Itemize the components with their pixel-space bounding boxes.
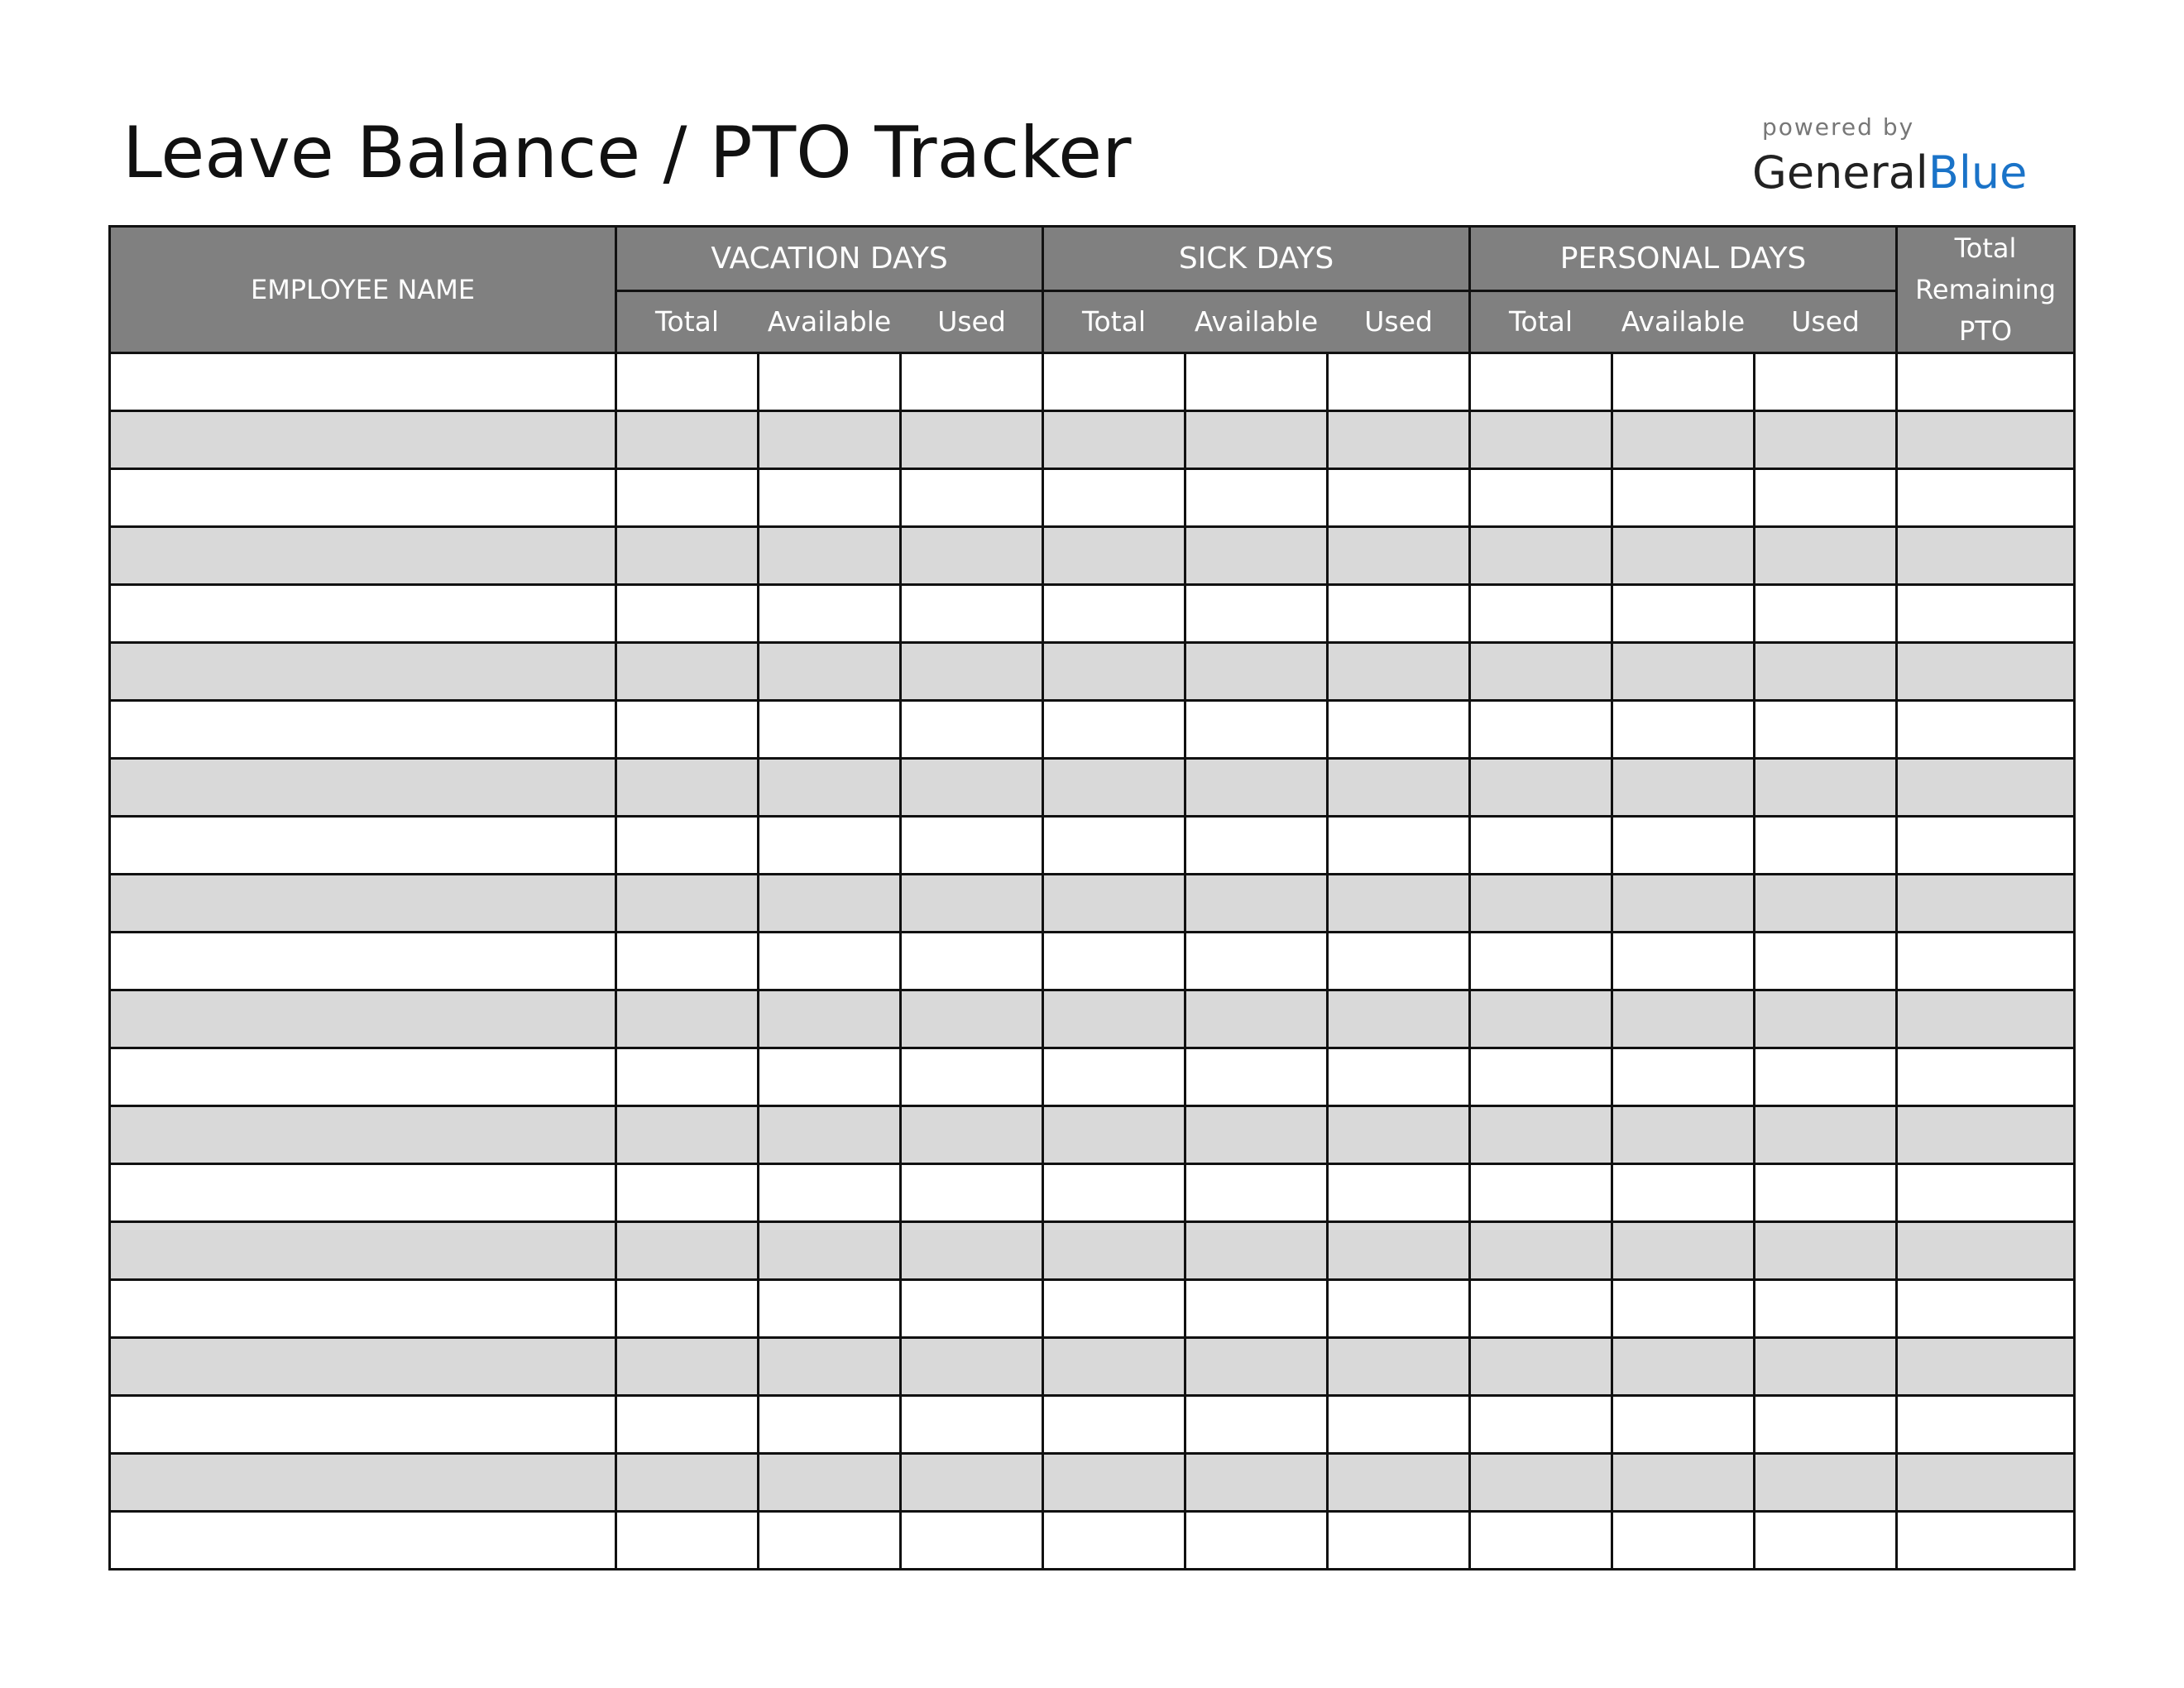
personal-available-cell[interactable] bbox=[1612, 469, 1755, 527]
vacation-available-cell[interactable] bbox=[759, 643, 901, 701]
table-row bbox=[110, 1280, 2075, 1338]
personal-available-cell[interactable] bbox=[1612, 990, 1755, 1048]
personal-total-cell[interactable] bbox=[1470, 469, 1612, 527]
personal-total-cell[interactable] bbox=[1470, 990, 1612, 1048]
sick-used-cell[interactable] bbox=[1328, 469, 1470, 527]
sick-available-cell[interactable] bbox=[1185, 933, 1328, 990]
employee-name-cell[interactable] bbox=[110, 817, 616, 875]
personal-available-cell[interactable] bbox=[1612, 527, 1755, 585]
sick-used-cell[interactable] bbox=[1328, 817, 1470, 875]
personal-available-cell[interactable] bbox=[1612, 933, 1755, 990]
table-row bbox=[110, 933, 2075, 990]
total-remaining-pto-cell[interactable] bbox=[1897, 411, 2075, 469]
vacation-available-cell[interactable] bbox=[759, 585, 901, 643]
table-row bbox=[110, 1106, 2075, 1164]
personal-used-cell[interactable] bbox=[1755, 469, 1897, 527]
employee-name-cell[interactable] bbox=[110, 759, 616, 817]
total-pto-line-3: PTO bbox=[1959, 315, 2013, 347]
table-row bbox=[110, 875, 2075, 933]
sick-used-cell[interactable] bbox=[1328, 1454, 1470, 1512]
vacation-total-cell[interactable] bbox=[616, 990, 759, 1048]
vacation-used-cell[interactable] bbox=[901, 1338, 1043, 1396]
personal-total-cell[interactable] bbox=[1470, 1280, 1612, 1338]
sick-total-cell[interactable] bbox=[1043, 759, 1185, 817]
sick-available-cell[interactable] bbox=[1185, 1338, 1328, 1396]
personal-total-cell[interactable] bbox=[1470, 1396, 1612, 1454]
personal-used-cell[interactable] bbox=[1755, 643, 1897, 701]
total-remaining-pto-cell[interactable] bbox=[1897, 875, 2075, 933]
sick-total-cell[interactable] bbox=[1043, 1338, 1185, 1396]
sick-total-cell[interactable] bbox=[1043, 817, 1185, 875]
sick-available-cell[interactable] bbox=[1185, 701, 1328, 759]
vacation-used-header: Used bbox=[901, 290, 1043, 352]
sick-total-cell[interactable] bbox=[1043, 1164, 1185, 1222]
personal-used-cell[interactable] bbox=[1755, 759, 1897, 817]
table-row bbox=[110, 527, 2075, 585]
vacation-total-cell[interactable] bbox=[616, 1280, 759, 1338]
vacation-available-cell[interactable] bbox=[759, 1338, 901, 1396]
table-row bbox=[110, 1512, 2075, 1570]
vacation-total-header: Total bbox=[616, 290, 759, 352]
vacation-total-cell[interactable] bbox=[616, 1396, 759, 1454]
sick-used-cell[interactable] bbox=[1328, 1048, 1470, 1106]
total-remaining-pto-cell[interactable] bbox=[1897, 1222, 2075, 1280]
sick-total-cell[interactable] bbox=[1043, 469, 1185, 527]
personal-total-cell[interactable] bbox=[1470, 1106, 1612, 1164]
vacation-total-cell[interactable] bbox=[616, 759, 759, 817]
logo-text-blue: Blue bbox=[1928, 146, 2028, 199]
employee-name-cell[interactable] bbox=[110, 469, 616, 527]
generalblue-logo bbox=[1752, 146, 2028, 199]
vacation-total-cell[interactable] bbox=[616, 469, 759, 527]
sick-available-cell[interactable] bbox=[1185, 817, 1328, 875]
vacation-used-cell[interactable] bbox=[901, 411, 1043, 469]
powered-by-text: powered by bbox=[1762, 113, 1915, 141]
personal-available-header: Available bbox=[1612, 290, 1755, 352]
sick-used-cell[interactable] bbox=[1328, 1164, 1470, 1222]
employee-name-cell[interactable] bbox=[110, 1164, 616, 1222]
table-row bbox=[110, 1048, 2075, 1106]
vacation-available-cell[interactable] bbox=[759, 527, 901, 585]
sick-available-cell[interactable] bbox=[1185, 1164, 1328, 1222]
total-pto-line-1: Total bbox=[1954, 233, 2017, 264]
sick-available-cell[interactable] bbox=[1185, 469, 1328, 527]
personal-available-cell[interactable] bbox=[1612, 1280, 1755, 1338]
personal-used-cell[interactable] bbox=[1755, 527, 1897, 585]
personal-available-cell[interactable] bbox=[1612, 353, 1755, 411]
sick-total-cell[interactable] bbox=[1043, 990, 1185, 1048]
personal-total-cell[interactable] bbox=[1470, 643, 1612, 701]
total-remaining-pto-cell[interactable] bbox=[1897, 1454, 2075, 1512]
personal-available-cell[interactable] bbox=[1612, 1222, 1755, 1280]
total-remaining-pto-cell[interactable] bbox=[1897, 990, 2075, 1048]
vacation-total-cell[interactable] bbox=[616, 527, 759, 585]
sick-available-cell[interactable] bbox=[1185, 1222, 1328, 1280]
vacation-available-cell[interactable] bbox=[759, 1048, 901, 1106]
personal-available-cell[interactable] bbox=[1612, 701, 1755, 759]
sick-used-cell[interactable] bbox=[1328, 353, 1470, 411]
sick-available-cell[interactable] bbox=[1185, 353, 1328, 411]
vacation-available-header: Available bbox=[759, 290, 901, 352]
table-row bbox=[110, 411, 2075, 469]
vacation-total-cell[interactable] bbox=[616, 643, 759, 701]
vacation-total-cell[interactable] bbox=[616, 933, 759, 990]
employee-name-cell[interactable] bbox=[110, 353, 616, 411]
vacation-used-cell[interactable] bbox=[901, 1106, 1043, 1164]
vacation-used-cell[interactable] bbox=[901, 1454, 1043, 1512]
sick-total-cell[interactable] bbox=[1043, 353, 1185, 411]
sick-used-cell[interactable] bbox=[1328, 643, 1470, 701]
personal-total-cell[interactable] bbox=[1470, 933, 1612, 990]
personal-total-cell[interactable] bbox=[1470, 1512, 1612, 1570]
personal-available-cell[interactable] bbox=[1612, 1048, 1755, 1106]
total-remaining-pto-cell[interactable] bbox=[1897, 1106, 2075, 1164]
personal-available-cell[interactable] bbox=[1612, 585, 1755, 643]
personal-used-cell[interactable] bbox=[1755, 1106, 1897, 1164]
vacation-days-header: VACATION DAYS bbox=[616, 227, 1043, 291]
sick-available-cell[interactable] bbox=[1185, 643, 1328, 701]
vacation-available-cell[interactable] bbox=[759, 411, 901, 469]
personal-days-header: PERSONAL DAYS bbox=[1470, 227, 1897, 291]
personal-used-cell[interactable] bbox=[1755, 1222, 1897, 1280]
personal-available-cell[interactable] bbox=[1612, 1106, 1755, 1164]
vacation-total-cell[interactable] bbox=[616, 1106, 759, 1164]
sick-total-cell[interactable] bbox=[1043, 1512, 1185, 1570]
sick-used-cell[interactable] bbox=[1328, 1338, 1470, 1396]
sick-available-header: Available bbox=[1185, 290, 1328, 352]
total-remaining-pto-cell[interactable] bbox=[1897, 817, 2075, 875]
sick-total-cell[interactable] bbox=[1043, 1106, 1185, 1164]
personal-used-cell[interactable] bbox=[1755, 1164, 1897, 1222]
personal-total-cell[interactable] bbox=[1470, 759, 1612, 817]
vacation-total-cell[interactable] bbox=[616, 1048, 759, 1106]
total-remaining-pto-cell[interactable] bbox=[1897, 527, 2075, 585]
sick-total-header: Total bbox=[1043, 290, 1185, 352]
employee-name-cell[interactable] bbox=[110, 1106, 616, 1164]
logo-text-general: General bbox=[1752, 146, 1928, 199]
table-row bbox=[110, 817, 2075, 875]
sick-available-cell[interactable] bbox=[1185, 1280, 1328, 1338]
personal-used-cell[interactable] bbox=[1755, 990, 1897, 1048]
sick-total-cell[interactable] bbox=[1043, 875, 1185, 933]
table-row bbox=[110, 469, 2075, 527]
vacation-total-cell[interactable] bbox=[616, 411, 759, 469]
total-remaining-pto-cell[interactable] bbox=[1897, 643, 2075, 701]
vacation-total-cell[interactable] bbox=[616, 585, 759, 643]
sick-used-cell[interactable] bbox=[1328, 1106, 1470, 1164]
personal-total-cell[interactable] bbox=[1470, 585, 1612, 643]
vacation-available-cell[interactable] bbox=[759, 990, 901, 1048]
sick-used-cell[interactable] bbox=[1328, 1280, 1470, 1338]
sick-used-cell[interactable] bbox=[1328, 759, 1470, 817]
tracker-body bbox=[110, 353, 2075, 1570]
personal-available-cell[interactable] bbox=[1612, 1396, 1755, 1454]
vacation-available-cell[interactable] bbox=[759, 1222, 901, 1280]
sick-available-cell[interactable] bbox=[1185, 990, 1328, 1048]
vacation-available-cell[interactable] bbox=[759, 1396, 901, 1454]
vacation-used-cell[interactable] bbox=[901, 933, 1043, 990]
sick-total-cell[interactable] bbox=[1043, 1048, 1185, 1106]
vacation-used-cell[interactable] bbox=[901, 469, 1043, 527]
vacation-available-cell[interactable] bbox=[759, 933, 901, 990]
personal-used-cell[interactable] bbox=[1755, 1048, 1897, 1106]
personal-used-cell[interactable] bbox=[1755, 1280, 1897, 1338]
personal-available-cell[interactable] bbox=[1612, 411, 1755, 469]
sick-available-cell[interactable] bbox=[1185, 1454, 1328, 1512]
sick-used-cell[interactable] bbox=[1328, 1222, 1470, 1280]
personal-available-cell[interactable] bbox=[1612, 759, 1755, 817]
personal-total-cell[interactable] bbox=[1470, 1048, 1612, 1106]
sick-used-cell[interactable] bbox=[1328, 990, 1470, 1048]
employee-name-cell[interactable] bbox=[110, 643, 616, 701]
total-remaining-pto-header bbox=[1897, 227, 2075, 353]
employee-name-cell[interactable] bbox=[110, 1048, 616, 1106]
sick-available-cell[interactable] bbox=[1185, 1512, 1328, 1570]
total-remaining-pto-cell[interactable] bbox=[1897, 353, 2075, 411]
vacation-available-cell[interactable] bbox=[759, 1280, 901, 1338]
sick-available-cell[interactable] bbox=[1185, 759, 1328, 817]
personal-total-cell[interactable] bbox=[1470, 875, 1612, 933]
personal-used-cell[interactable] bbox=[1755, 1454, 1897, 1512]
sick-days-header: SICK DAYS bbox=[1043, 227, 1470, 291]
sick-available-cell[interactable] bbox=[1185, 1106, 1328, 1164]
sick-total-cell[interactable] bbox=[1043, 411, 1185, 469]
sick-available-cell[interactable] bbox=[1185, 1396, 1328, 1454]
table-row bbox=[110, 585, 2075, 643]
personal-used-cell[interactable] bbox=[1755, 875, 1897, 933]
personal-available-cell[interactable] bbox=[1612, 1338, 1755, 1396]
total-remaining-pto-cell[interactable] bbox=[1897, 585, 2075, 643]
table-row bbox=[110, 1164, 2075, 1222]
personal-used-cell[interactable] bbox=[1755, 1338, 1897, 1396]
personal-used-cell[interactable] bbox=[1755, 817, 1897, 875]
personal-total-cell[interactable] bbox=[1470, 411, 1612, 469]
vacation-available-cell[interactable] bbox=[759, 1106, 901, 1164]
vacation-total-cell[interactable] bbox=[616, 701, 759, 759]
sick-available-cell[interactable] bbox=[1185, 1048, 1328, 1106]
sick-used-cell[interactable] bbox=[1328, 411, 1470, 469]
sick-used-cell[interactable] bbox=[1328, 875, 1470, 933]
sick-total-cell[interactable] bbox=[1043, 585, 1185, 643]
vacation-total-cell[interactable] bbox=[616, 353, 759, 411]
vacation-used-cell[interactable] bbox=[901, 990, 1043, 1048]
vacation-used-cell[interactable] bbox=[901, 527, 1043, 585]
vacation-available-cell[interactable] bbox=[759, 701, 901, 759]
vacation-total-cell[interactable] bbox=[616, 1164, 759, 1222]
sick-total-cell[interactable] bbox=[1043, 1222, 1185, 1280]
personal-available-cell[interactable] bbox=[1612, 1164, 1755, 1222]
personal-total-cell[interactable] bbox=[1470, 1222, 1612, 1280]
employee-name-cell[interactable] bbox=[110, 411, 616, 469]
vacation-used-cell[interactable] bbox=[901, 1222, 1043, 1280]
employee-name-cell[interactable] bbox=[110, 701, 616, 759]
pto-tracker-table bbox=[108, 225, 2076, 1571]
employee-name-cell[interactable] bbox=[110, 1222, 616, 1280]
vacation-available-cell[interactable] bbox=[759, 353, 901, 411]
vacation-available-cell[interactable] bbox=[759, 875, 901, 933]
vacation-used-cell[interactable] bbox=[901, 1396, 1043, 1454]
sick-used-cell[interactable] bbox=[1328, 1512, 1470, 1570]
employee-name-header: EMPLOYEE NAME bbox=[110, 227, 616, 353]
vacation-used-cell[interactable] bbox=[901, 353, 1043, 411]
vacation-used-cell[interactable] bbox=[901, 1164, 1043, 1222]
employee-name-cell[interactable] bbox=[110, 1512, 616, 1570]
vacation-available-cell[interactable] bbox=[759, 1164, 901, 1222]
table-row bbox=[110, 990, 2075, 1048]
vacation-used-cell[interactable] bbox=[901, 1512, 1043, 1570]
sick-available-cell[interactable] bbox=[1185, 875, 1328, 933]
table-row bbox=[110, 643, 2075, 701]
personal-total-cell[interactable] bbox=[1470, 353, 1612, 411]
employee-name-cell[interactable] bbox=[110, 527, 616, 585]
personal-used-cell[interactable] bbox=[1755, 1512, 1897, 1570]
personal-used-cell[interactable] bbox=[1755, 1396, 1897, 1454]
total-pto-line-2: Remaining bbox=[1915, 274, 2056, 305]
vacation-available-cell[interactable] bbox=[759, 469, 901, 527]
vacation-used-cell[interactable] bbox=[901, 817, 1043, 875]
employee-name-cell[interactable] bbox=[110, 875, 616, 933]
employee-name-cell[interactable] bbox=[110, 585, 616, 643]
total-remaining-pto-cell[interactable] bbox=[1897, 1338, 2075, 1396]
table-row bbox=[110, 353, 2075, 411]
table-row bbox=[110, 1222, 2075, 1280]
vacation-used-cell[interactable] bbox=[901, 643, 1043, 701]
sick-available-cell[interactable] bbox=[1185, 411, 1328, 469]
personal-used-cell[interactable] bbox=[1755, 411, 1897, 469]
vacation-available-cell[interactable] bbox=[759, 1454, 901, 1512]
personal-available-cell[interactable] bbox=[1612, 875, 1755, 933]
vacation-available-cell[interactable] bbox=[759, 817, 901, 875]
table-row bbox=[110, 1338, 2075, 1396]
sick-total-cell[interactable] bbox=[1043, 701, 1185, 759]
vacation-used-cell[interactable] bbox=[901, 701, 1043, 759]
personal-used-cell[interactable] bbox=[1755, 701, 1897, 759]
personal-total-cell[interactable] bbox=[1470, 1164, 1612, 1222]
vacation-total-cell[interactable] bbox=[616, 875, 759, 933]
personal-used-header: Used bbox=[1755, 290, 1897, 352]
personal-available-cell[interactable] bbox=[1612, 1512, 1755, 1570]
sick-used-cell[interactable] bbox=[1328, 1396, 1470, 1454]
vacation-total-cell[interactable] bbox=[616, 1222, 759, 1280]
employee-name-cell[interactable] bbox=[110, 1454, 616, 1512]
total-remaining-pto-cell[interactable] bbox=[1897, 469, 2075, 527]
sick-total-cell[interactable] bbox=[1043, 1396, 1185, 1454]
table-row bbox=[110, 701, 2075, 759]
total-remaining-pto-cell[interactable] bbox=[1897, 1164, 2075, 1222]
vacation-available-cell[interactable] bbox=[759, 759, 901, 817]
table-row bbox=[110, 1396, 2075, 1454]
brand-logo bbox=[1752, 113, 2028, 199]
employee-name-cell[interactable] bbox=[110, 1338, 616, 1396]
personal-used-cell[interactable] bbox=[1755, 933, 1897, 990]
page-title: Leave Balance / PTO Tracker bbox=[122, 112, 1132, 194]
sick-used-header: Used bbox=[1328, 290, 1470, 352]
vacation-used-cell[interactable] bbox=[901, 1048, 1043, 1106]
sick-total-cell[interactable] bbox=[1043, 643, 1185, 701]
sick-used-cell[interactable] bbox=[1328, 527, 1470, 585]
sick-used-cell[interactable] bbox=[1328, 701, 1470, 759]
employee-name-cell[interactable] bbox=[110, 1280, 616, 1338]
personal-used-cell[interactable] bbox=[1755, 353, 1897, 411]
vacation-total-cell[interactable] bbox=[616, 1338, 759, 1396]
personal-available-cell[interactable] bbox=[1612, 817, 1755, 875]
sick-total-cell[interactable] bbox=[1043, 1280, 1185, 1338]
sick-used-cell[interactable] bbox=[1328, 933, 1470, 990]
total-remaining-pto-cell[interactable] bbox=[1897, 1396, 2075, 1454]
vacation-available-cell[interactable] bbox=[759, 1512, 901, 1570]
personal-available-cell[interactable] bbox=[1612, 1454, 1755, 1512]
vacation-total-cell[interactable] bbox=[616, 1454, 759, 1512]
personal-total-cell[interactable] bbox=[1470, 527, 1612, 585]
table-row bbox=[110, 759, 2075, 817]
vacation-used-cell[interactable] bbox=[901, 585, 1043, 643]
employee-name-cell[interactable] bbox=[110, 1396, 616, 1454]
personal-total-cell[interactable] bbox=[1470, 817, 1612, 875]
total-remaining-pto-cell[interactable] bbox=[1897, 1280, 2075, 1338]
personal-total-cell[interactable] bbox=[1470, 701, 1612, 759]
sick-total-cell[interactable] bbox=[1043, 933, 1185, 990]
total-remaining-pto-cell[interactable] bbox=[1897, 1512, 2075, 1570]
vacation-used-cell[interactable] bbox=[901, 875, 1043, 933]
total-remaining-pto-cell[interactable] bbox=[1897, 701, 2075, 759]
total-remaining-pto-cell[interactable] bbox=[1897, 933, 2075, 990]
vacation-total-cell[interactable] bbox=[616, 1512, 759, 1570]
sick-available-cell[interactable] bbox=[1185, 527, 1328, 585]
vacation-total-cell[interactable] bbox=[616, 817, 759, 875]
total-remaining-pto-cell[interactable] bbox=[1897, 759, 2075, 817]
personal-available-cell[interactable] bbox=[1612, 643, 1755, 701]
employee-name-cell[interactable] bbox=[110, 933, 616, 990]
employee-name-cell[interactable] bbox=[110, 990, 616, 1048]
personal-total-cell[interactable] bbox=[1470, 1338, 1612, 1396]
sick-total-cell[interactable] bbox=[1043, 1454, 1185, 1512]
sick-available-cell[interactable] bbox=[1185, 585, 1328, 643]
sick-used-cell[interactable] bbox=[1328, 585, 1470, 643]
personal-total-header: Total bbox=[1470, 290, 1612, 352]
total-remaining-pto-cell[interactable] bbox=[1897, 1048, 2075, 1106]
sick-total-cell[interactable] bbox=[1043, 527, 1185, 585]
vacation-used-cell[interactable] bbox=[901, 759, 1043, 817]
table-row bbox=[110, 1454, 2075, 1512]
personal-used-cell[interactable] bbox=[1755, 585, 1897, 643]
personal-total-cell[interactable] bbox=[1470, 1454, 1612, 1512]
vacation-used-cell[interactable] bbox=[901, 1280, 1043, 1338]
